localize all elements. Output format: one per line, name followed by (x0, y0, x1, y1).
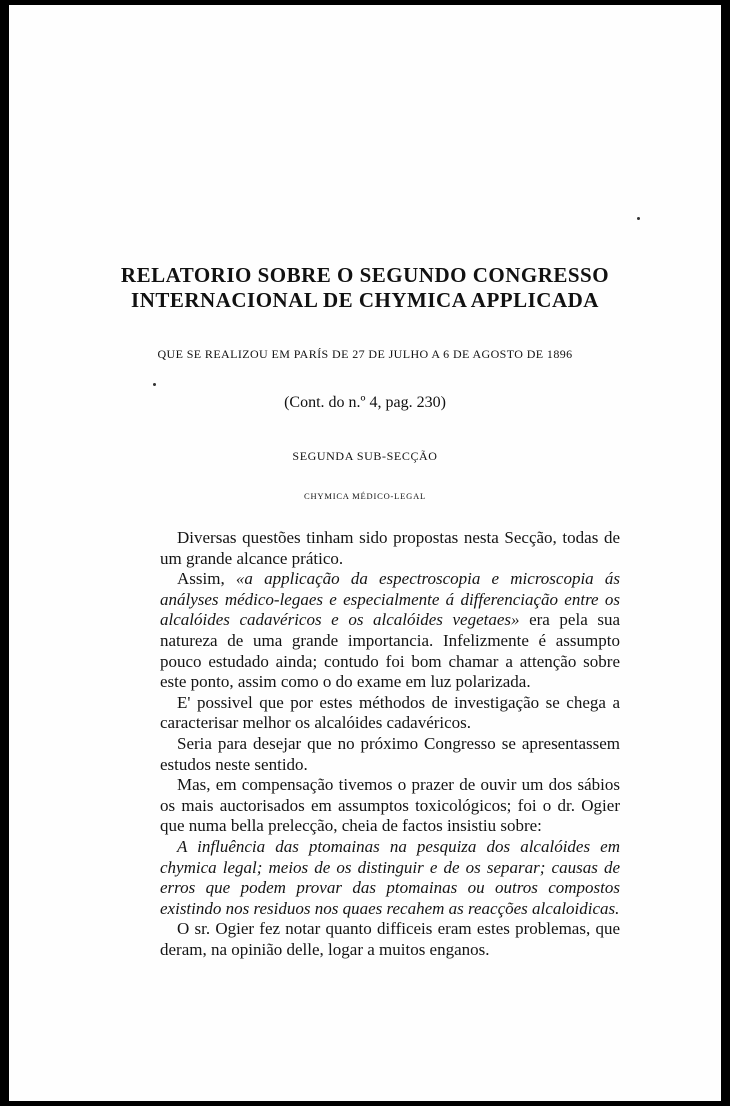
paragraph-text: Assim, (177, 569, 236, 589)
scan-border-left (0, 0, 9, 1106)
article-subtitle: QUE SE REALIZOU EM PARÍS DE 27 DE JULHO A 6 DE AGOSTO DE 1896 (157, 347, 573, 361)
paragraph: Mas, em compensação tivemos o prazer de ouvir um dos sábios os mais auctorisados em assumptos toxicológicos; foi o dr. Ogier que numa bella prelecção, cheia de factos insistiu sobre: (160, 775, 620, 836)
paragraph: O sr. Ogier fez notar quanto difficeis eram estes problemas, que deram, na opinião delle, logar a muitos enganos. (160, 919, 620, 959)
document-page (9, 5, 721, 1101)
subsection-heading: CHYMICA MÉDICO-LEGAL (303, 491, 426, 501)
article-body (160, 528, 620, 960)
article-title-line-1: RELATORIO SOBRE O SEGUNDO CONGRESSO (120, 263, 610, 287)
article-title-line-2: INTERNACIONAL DE CHYMICA APPLICADA (131, 288, 599, 312)
scan-border-bottom (0, 1101, 730, 1106)
section-heading: SEGUNDA SUB-SECÇÃO (292, 449, 438, 463)
paragraph: E' possivel que por estes méthodos de investigação se chega a caracterisar melhor os alcalóides cadavéricos. (160, 692, 620, 733)
scan-speck (153, 383, 156, 386)
paragraph: Diversas questões tinham sido propostas nesta Secção, todas de um grande alcance prático. (160, 528, 620, 568)
paragraph (160, 569, 620, 693)
continuation-note: (Cont. do n.º 4, pag. 230) (284, 394, 446, 411)
quoted-topic: «a applicação da espectroscopia e microscopia ás anályses médico-legaes e especialmente á differenciação entre os alcalóides cadavéricos e os alcalóides vegetaes» (160, 569, 620, 630)
scan-speck (637, 217, 640, 220)
scan-border-right (721, 0, 730, 1106)
paragraph: Seria para desejar que no próximo Congresso se apresentassem estudos neste sentido. (160, 733, 620, 774)
lecture-topic: A influência das ptomainas na pesquiza dos alcalóides em chymica legal; meios de os distinguir e de os separar; causas de erros que podem provar das ptomainas ou outros compostos existindo nos residuos nos quaes recahem as reacções alcaloidicas. (160, 836, 620, 918)
paragraph-text: era pela sua natureza de uma grande importancia. Infelizmente é assumpto pouco estudado ainda; contudo foi bom chamar a attenção sobre este ponto, assim como o do exame em luz polarizada. (160, 610, 620, 692)
